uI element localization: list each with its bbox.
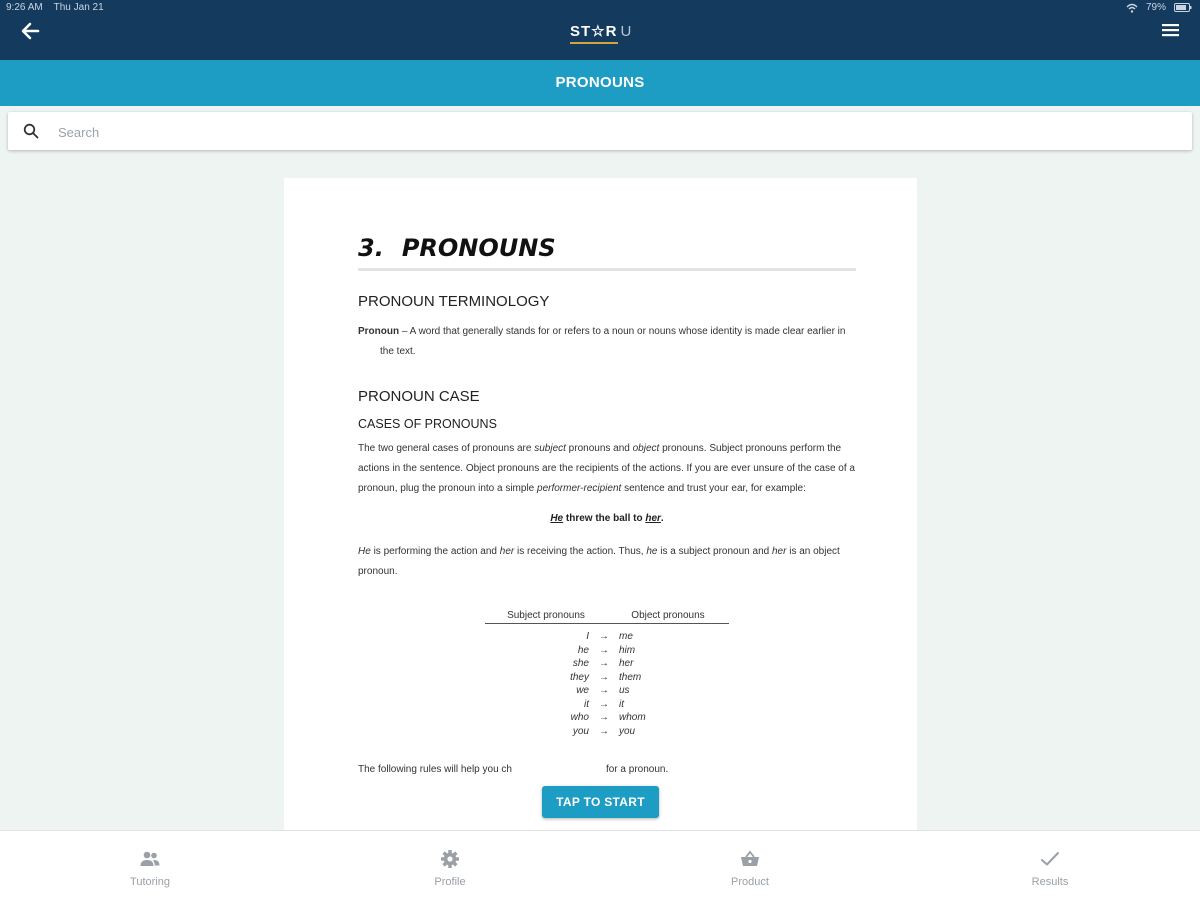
para1-italic-performer: performer-recipient xyxy=(537,483,622,494)
table-row xyxy=(485,698,729,712)
search-input[interactable] xyxy=(56,120,1160,144)
app-header xyxy=(0,0,1200,60)
arrow-right-icon: → xyxy=(599,712,609,723)
checkmark-icon xyxy=(1039,849,1061,869)
example-object: her xyxy=(645,513,661,524)
nav-item-results[interactable] xyxy=(900,831,1200,901)
example-subject: He xyxy=(550,513,564,524)
definition-text: – A word that generally stands for or refers to a noun or nouns whose identity is made clear earlier in the text. xyxy=(380,326,846,357)
para2-text-h: is an object pronoun. xyxy=(358,546,840,577)
subject-pronoun: it xyxy=(584,698,589,710)
subject-pronoun: he xyxy=(577,644,589,656)
nav-item-tutoring[interactable] xyxy=(0,831,300,901)
nav-label-results: Results xyxy=(1031,876,1069,888)
example-end: . xyxy=(660,513,664,524)
pronoun-table xyxy=(485,610,729,738)
nav-label-profile: Profile xyxy=(434,876,466,888)
gear-icon xyxy=(439,849,461,869)
logo-suffix: U xyxy=(620,23,633,40)
tap-to-start-button[interactable]: TAP TO START xyxy=(542,786,659,818)
logo-underline xyxy=(570,42,618,44)
status-bar-left xyxy=(6,2,104,13)
app-logo xyxy=(570,22,632,40)
arrow-right-icon: → xyxy=(599,725,609,737)
para2-italic-he2: he xyxy=(646,546,658,557)
logo-main: ST☆R xyxy=(570,23,618,40)
para1-text-c: pronouns and xyxy=(565,443,633,454)
subject-pronoun: who xyxy=(570,712,589,723)
arrow-right-icon: → xyxy=(599,685,609,696)
arrow-right-icon: → xyxy=(599,644,609,656)
object-pronoun: her xyxy=(619,658,634,669)
header-object-pronouns: Object pronouns xyxy=(631,610,705,621)
search-icon xyxy=(23,123,39,139)
status-date: Thu Jan 21 xyxy=(53,2,104,13)
bottom-navigation xyxy=(0,830,1200,901)
nav-item-profile[interactable] xyxy=(300,831,600,901)
paragraph-explanation xyxy=(358,542,856,582)
subject-pronoun: they xyxy=(570,671,589,683)
nav-label-product: Product xyxy=(731,876,769,888)
header-subject-pronouns: Subject pronouns xyxy=(507,610,585,621)
para2-italic-her: her xyxy=(499,546,515,557)
para1-text-e: pronouns. Subject pronouns perform the actions in the sentence. Object pronouns are the recipients of the actions. If you are ever unsure of the case of a pronoun, plug the pronoun into a simple xyxy=(358,443,855,494)
battery-percent: 79% xyxy=(1145,2,1166,13)
closing-text-left: The following rules will help you ch xyxy=(358,764,512,775)
closing-text-right: for a pronoun. xyxy=(605,764,669,775)
wifi-icon xyxy=(1126,3,1138,13)
para1-italic-subject: subject xyxy=(534,443,566,454)
paragraph-closing xyxy=(358,760,856,780)
table-row xyxy=(485,657,729,671)
definition-pronoun xyxy=(358,322,856,362)
definition-term: Pronoun xyxy=(358,326,400,337)
chapter-title xyxy=(358,234,856,271)
section-heading-case: PRONOUN CASE xyxy=(358,388,480,405)
people-icon xyxy=(139,849,161,869)
table-row xyxy=(485,644,729,658)
pronoun-table-header xyxy=(485,610,729,624)
back-button[interactable] xyxy=(18,18,44,44)
para2-italic-her2: her xyxy=(771,546,787,557)
para1-text-g: sentence and trust your ear, for example: xyxy=(621,483,806,494)
example-middle: threw the ball to xyxy=(563,513,646,524)
table-row xyxy=(485,671,729,685)
document-page[interactable] xyxy=(284,178,917,830)
subject-pronoun: you xyxy=(572,725,589,737)
object-pronoun: whom xyxy=(619,712,646,723)
example-sentence xyxy=(358,513,856,524)
object-pronoun: me xyxy=(619,631,633,642)
object-pronoun: it xyxy=(619,698,624,710)
nav-item-product[interactable] xyxy=(600,831,900,901)
hamburger-icon xyxy=(1160,20,1182,40)
chapter-title-text: PRONOUNS xyxy=(401,234,556,262)
status-bar-right xyxy=(1126,2,1192,13)
arrow-right-icon: → xyxy=(599,631,609,642)
subject-pronoun: I xyxy=(586,631,589,642)
object-pronoun: you xyxy=(619,725,636,737)
table-row xyxy=(485,684,729,698)
para2-text-b: is performing the action and xyxy=(370,546,500,557)
paragraph-cases xyxy=(358,439,856,499)
status-time: 9:26 AM xyxy=(6,2,43,13)
object-pronoun: them xyxy=(619,671,642,683)
search-bar xyxy=(8,112,1192,150)
subject-pronoun: we xyxy=(576,685,589,696)
page-title: PRONOUNS xyxy=(0,60,1200,106)
nav-label-tutoring: Tutoring xyxy=(130,876,170,888)
battery-icon xyxy=(1174,3,1192,12)
table-row xyxy=(485,630,729,644)
arrow-right-icon: → xyxy=(599,671,609,683)
subject-pronoun: she xyxy=(572,658,589,669)
subsection-heading-cases: CASES OF PRONOUNS xyxy=(358,417,497,431)
table-row xyxy=(485,725,729,739)
object-pronoun: us xyxy=(619,685,630,696)
para1-italic-object: object xyxy=(632,443,660,454)
document-content xyxy=(358,234,856,780)
basket-icon xyxy=(739,849,761,869)
chapter-number: 3. xyxy=(358,234,384,262)
para2-text-f: is a subject pronoun and xyxy=(657,546,772,557)
para2-italic-he: He xyxy=(358,546,371,557)
table-row xyxy=(485,711,729,725)
para2-text-d: is receiving the action. Thus, xyxy=(514,546,647,557)
para1-text-a: The two general cases of pronouns are xyxy=(358,443,535,454)
arrow-right-icon: → xyxy=(599,658,609,669)
menu-button[interactable] xyxy=(1160,20,1182,40)
section-heading-terminology: PRONOUN TERMINOLOGY xyxy=(358,293,550,310)
arrow-left-icon xyxy=(18,18,44,44)
object-pronoun: him xyxy=(619,644,636,656)
arrow-right-icon: → xyxy=(599,698,609,710)
